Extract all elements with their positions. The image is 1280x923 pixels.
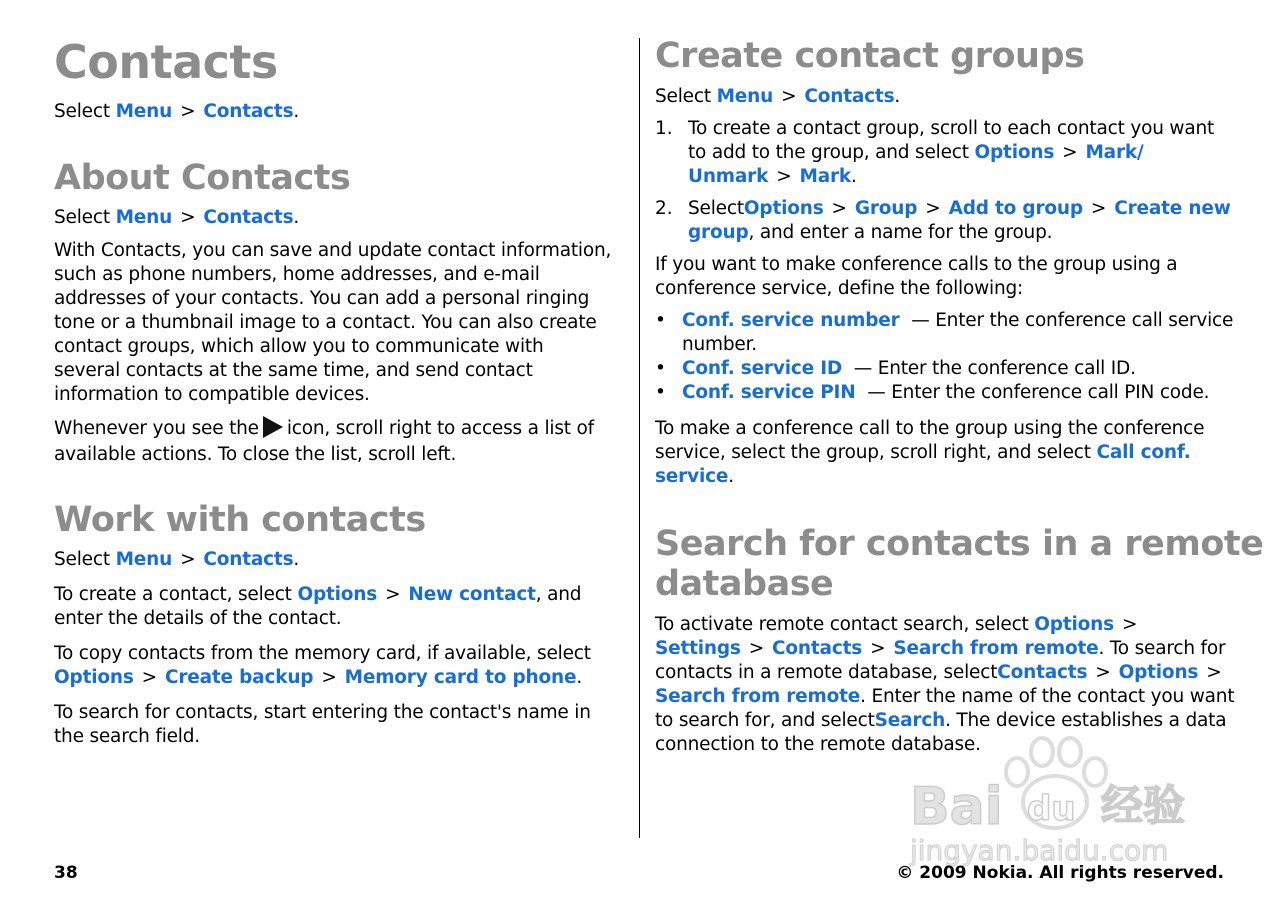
contacts-menu-path bbox=[54, 100, 299, 124]
paragraph-line bbox=[54, 666, 591, 690]
select-text: Select bbox=[655, 86, 711, 107]
settings-link[interactable]: Settings bbox=[655, 638, 741, 659]
paragraph-line bbox=[655, 613, 1234, 637]
options-link[interactable]: Options bbox=[297, 584, 378, 605]
paragraph-line: conference service, define the following: bbox=[655, 278, 1024, 299]
create-backup-link[interactable]: Create backup bbox=[164, 667, 314, 688]
text: contacts in a remote database, select bbox=[655, 662, 998, 683]
group-link[interactable]: Group bbox=[854, 198, 918, 219]
scroll-icon-paragraph bbox=[54, 416, 594, 467]
work-with-contacts-heading: Work with contacts bbox=[54, 500, 426, 540]
bullet: • bbox=[655, 358, 666, 379]
period: . bbox=[293, 101, 300, 122]
path-separator: > bbox=[1095, 662, 1111, 683]
contacts-link[interactable]: Contacts bbox=[203, 101, 294, 122]
paragraph-line: the search field. bbox=[54, 726, 200, 747]
call-conf-service-link[interactable]: Call conf. bbox=[1096, 442, 1191, 463]
paragraph-line: To copy contacts from the memory card, if available, select bbox=[54, 643, 591, 664]
menu-link[interactable]: Menu bbox=[716, 86, 774, 107]
call-conf-service-link-cont[interactable]: service bbox=[655, 466, 729, 487]
paragraph-line: tone or a thumbnail image to a contact. You can also create bbox=[54, 312, 597, 333]
paragraph-line: enter the details of the contact. bbox=[54, 608, 342, 629]
text: — Enter the conference call service bbox=[905, 310, 1234, 331]
create-contact-groups-heading: Create contact groups bbox=[655, 36, 1085, 76]
search-contacts-paragraph bbox=[54, 701, 591, 749]
paragraph-line: To create a contact group, scroll to each contact you want bbox=[688, 118, 1215, 139]
path-separator: > bbox=[385, 584, 401, 605]
watermark-brand-du: du bbox=[1027, 789, 1076, 829]
text: , and bbox=[535, 584, 582, 605]
text: Select bbox=[688, 198, 744, 219]
text: . To search for bbox=[1098, 638, 1226, 659]
options-link[interactable]: Options bbox=[1118, 662, 1199, 683]
paragraph-line: connection to the remote database. bbox=[655, 734, 981, 755]
bullet-item bbox=[682, 309, 1233, 357]
search-from-remote-link[interactable]: Search from remote bbox=[655, 686, 861, 707]
copy-contacts-paragraph bbox=[54, 642, 591, 690]
select-text: Select bbox=[54, 549, 110, 570]
text: service, select the group, scroll right, and select bbox=[655, 442, 1091, 463]
text: , and enter a name for the group. bbox=[748, 222, 1053, 243]
period: . bbox=[894, 86, 901, 107]
text: To activate remote contact search, select bbox=[655, 614, 1029, 635]
text: — Enter the conference call ID. bbox=[848, 358, 1136, 379]
path-separator: > bbox=[180, 549, 196, 570]
mark-unmark-link-cont[interactable]: Unmark bbox=[688, 166, 769, 187]
paragraph-line bbox=[688, 197, 1231, 221]
contacts-link[interactable]: Contacts bbox=[203, 549, 294, 570]
about-paragraph bbox=[54, 239, 611, 407]
triangle-right-icon bbox=[263, 416, 283, 438]
mark-link[interactable]: Mark bbox=[799, 166, 852, 187]
bullet-item bbox=[682, 381, 1209, 405]
step-number: 1. bbox=[655, 118, 673, 139]
period: . bbox=[728, 466, 734, 487]
step-2-text bbox=[688, 197, 1231, 245]
paragraph-line bbox=[688, 165, 1214, 189]
period: . bbox=[293, 207, 300, 228]
text: to add to the group, and select bbox=[688, 142, 969, 163]
copyright: © 2009 Nokia. All rights reserved. bbox=[896, 863, 1224, 883]
bullet-item bbox=[682, 357, 1136, 381]
paragraph-line bbox=[655, 441, 1204, 465]
path-separator: > bbox=[781, 86, 797, 107]
paragraph-line: With Contacts, you can save and update contact information, bbox=[54, 240, 612, 261]
text: . The device establishes a data bbox=[945, 710, 1227, 731]
select-text: Select bbox=[54, 101, 110, 122]
paragraph-line bbox=[655, 685, 1234, 709]
create-contact-paragraph bbox=[54, 583, 581, 631]
paragraph-line: contact groups, which allow you to communicate with bbox=[54, 336, 544, 357]
search-link[interactable]: Search bbox=[874, 710, 946, 731]
step-number: 2. bbox=[655, 198, 673, 219]
conference-intro bbox=[655, 253, 1177, 301]
watermark-url: jingyan.baidu.com bbox=[910, 834, 1169, 867]
period: . bbox=[576, 667, 583, 688]
new-contact-link[interactable]: New contact bbox=[408, 584, 536, 605]
path-separator: > bbox=[870, 638, 886, 659]
paragraph-line bbox=[688, 141, 1214, 165]
bullet: • bbox=[655, 382, 666, 403]
select-text: Select bbox=[54, 207, 110, 228]
heading-line: Search for contacts in a remote bbox=[655, 524, 1264, 564]
baidu-paw-icon bbox=[905, 732, 1205, 882]
conf-service-pin-link[interactable]: Conf. service PIN bbox=[682, 382, 856, 403]
conf-service-id-link[interactable]: Conf. service ID bbox=[682, 358, 843, 379]
menu-link[interactable]: Menu bbox=[115, 549, 173, 570]
paragraph-line bbox=[682, 309, 1233, 333]
period: . bbox=[851, 166, 857, 187]
paragraph-line bbox=[54, 416, 594, 441]
paragraph-line: available actions. To close the list, scroll left. bbox=[54, 444, 457, 465]
path-separator: > bbox=[831, 198, 847, 219]
paragraph-line: such as phone numbers, home addresses, and e-mail bbox=[54, 264, 540, 285]
conf-service-number-link[interactable]: Conf. service number bbox=[682, 310, 900, 331]
path-separator: > bbox=[1206, 662, 1222, 683]
heading-line: database bbox=[655, 564, 834, 604]
path-separator: > bbox=[748, 638, 765, 659]
paragraph-line bbox=[655, 465, 1204, 489]
contacts-link[interactable]: Contacts bbox=[997, 662, 1088, 683]
mark-unmark-link[interactable]: Mark/ bbox=[1085, 142, 1144, 163]
create-new-group-link-cont[interactable]: group bbox=[688, 222, 749, 243]
path-separator: > bbox=[1062, 142, 1078, 163]
options-link[interactable]: Options bbox=[1034, 614, 1114, 635]
page-title: Contacts bbox=[54, 35, 278, 89]
text: . Enter the name of the contact you want bbox=[860, 686, 1235, 707]
options-link[interactable]: Options bbox=[54, 667, 134, 688]
path-separator: > bbox=[180, 101, 196, 122]
contacts-link[interactable]: Contacts bbox=[772, 638, 863, 659]
paragraph-line bbox=[655, 661, 1234, 685]
path-separator: > bbox=[1121, 614, 1138, 635]
paragraph-line: To make a conference call to the group using the conference bbox=[655, 418, 1205, 439]
path-separator: > bbox=[925, 198, 941, 219]
path-separator: > bbox=[180, 207, 196, 228]
watermark-cn: 经验 bbox=[1101, 781, 1186, 830]
bullet: • bbox=[655, 310, 666, 331]
paragraph-line: If you want to make conference calls to the group using a bbox=[655, 254, 1178, 275]
about-menu-path bbox=[54, 206, 299, 230]
work-menu-path bbox=[54, 548, 299, 572]
path-separator: > bbox=[776, 166, 792, 187]
path-separator: > bbox=[1090, 198, 1107, 219]
contacts-link[interactable]: Contacts bbox=[804, 86, 895, 107]
baidu-watermark bbox=[905, 732, 1205, 882]
path-separator: > bbox=[141, 667, 157, 688]
contacts-link[interactable]: Contacts bbox=[203, 207, 294, 228]
paragraph-line: To search for contacts, start entering the contact's name in bbox=[54, 702, 591, 723]
search-from-remote-link[interactable]: Search from remote bbox=[893, 638, 1099, 659]
menu-link[interactable]: Menu bbox=[115, 207, 173, 228]
options-link[interactable]: Options bbox=[743, 198, 824, 219]
path-separator: > bbox=[321, 667, 337, 688]
paragraph-line bbox=[655, 637, 1234, 661]
create-new-group-link[interactable]: Create new bbox=[1114, 198, 1231, 219]
page-number: 38 bbox=[54, 863, 78, 883]
paragraph-line bbox=[688, 221, 1231, 245]
paragraph-line: information to compatible devices. bbox=[54, 384, 370, 405]
column-divider bbox=[639, 38, 640, 838]
options-link[interactable]: Options bbox=[974, 142, 1055, 163]
make-conference-paragraph bbox=[655, 417, 1204, 489]
text: To create a contact, select bbox=[54, 584, 292, 605]
paragraph-line bbox=[655, 709, 1234, 733]
add-to-group-link[interactable]: Add to group bbox=[948, 198, 1083, 219]
text: icon, scroll right to access a list of bbox=[286, 418, 594, 439]
menu-link[interactable]: Menu bbox=[115, 101, 173, 122]
paragraph-line bbox=[54, 583, 581, 607]
paragraph-line: number. bbox=[682, 334, 757, 355]
about-contacts-heading: About Contacts bbox=[54, 158, 351, 198]
period: . bbox=[293, 549, 300, 570]
text: to search for, and select bbox=[655, 710, 875, 731]
step-1-text bbox=[688, 117, 1214, 189]
memory-card-to-phone-link[interactable]: Memory card to phone bbox=[344, 667, 577, 688]
text: Whenever you see the bbox=[54, 418, 259, 439]
text: — Enter the conference call PIN code. bbox=[861, 382, 1210, 403]
groups-menu-path bbox=[655, 85, 900, 109]
remote-search-heading bbox=[655, 524, 1263, 604]
paragraph-line: addresses of your contacts. You can add a personal ringing bbox=[54, 288, 590, 309]
watermark-brand: Bai bbox=[910, 777, 1003, 837]
paragraph-line: several contacts at the same time, and send contact bbox=[54, 360, 533, 381]
